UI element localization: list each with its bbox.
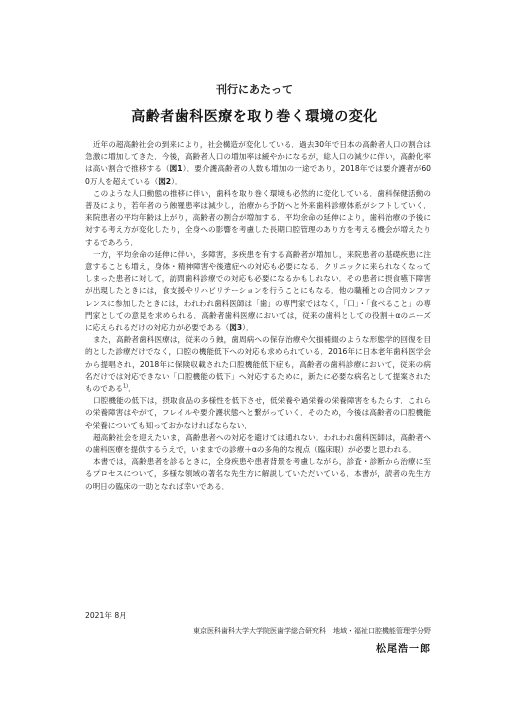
figure-ref-1: 図1 (169, 164, 183, 174)
author-name: 松尾浩一郎 (376, 644, 431, 655)
figure-ref-3: 図3 (229, 323, 243, 333)
paragraph-3: 一方，平均余命の延伸に伴い，多障害，多疾患を有する高齢者が増加し，来院患者の基礎疾患に注意することも増え，身体・精神障害や後遺症への対応も必要になる．クリニックに来られなくなってしまった患者に対して，訪問歯科診療での対応も必要になるかもしれない．その患者に摂食嚥下障害が出現したときには，食支援やリハビリテーションを行うことにもなる．他の職種との合同カンファレンスに参加したときには，われわれ歯科医師は「歯」の専門家ではなく，「口」・「食べること」の専門家としての意見を求められる．高齢者歯科医療においては，従来の歯科としての役割＋αのニーズに応えられるだけの対応力が必要である（図3）． (85, 249, 431, 333)
page-title: 高齢者歯科医療を取り巻く環境の変化 (131, 109, 378, 125)
paragraph-6: 超高齢社会を迎えたいま，高齢患者への対応を避けては通れない．われわれ歯科医師は，高齢者への歯科医療を提供するうえで，いままでの診療＋αの多角的な視点（臨床眼）が必要と思われる． (85, 432, 431, 455)
author-affiliation: 東京医科歯科大学大学院医歯学総合研究科 地域・福祉口腔機能管理学分野 (193, 627, 431, 635)
publication-date: 2021年 8月 (85, 611, 127, 620)
citation-ref: 1) (122, 383, 129, 390)
paragraph-7: 本書では，高齢患者を診るときに，全身疾患や患者背景を考慮しながら，診査・診断から治療に至るプロセスについて，多様な領域の著名な先生方に解説していただいている．本書が，読者の先生方の明日の臨床の一助となれば幸いである． (85, 457, 431, 491)
paragraph-2: このような人口動態の推移に伴い，歯科を取り巻く環境も必然的に変化している．歯科保健活動の普及により，若年者のう蝕罹患率は減少し，治療から予防へと外来歯科診療体系がシフトしていく．来院患者の平均年齢は上がり，高齢者の割合が増加する．平均余命の延伸により，歯科治療の予後に対する考え方が変化したり，全身への影響を考慮した長期口腔管理のあり方を考える機会が増えたりするであろう． (85, 188, 431, 247)
paragraph-5: 口腔機能の低下は，摂取食品の多様性を低下させ，低栄養や過栄養の栄養障害をもたらす．これらの栄養障害はやがて，フレイルや要介護状態へと繋がっていく．そのため，今後は高齢者の口腔機能や栄養についても知っておかなければならない． (85, 396, 431, 430)
body-text (85, 139, 431, 493)
paragraph-1: 近年の超高齢社会の到来により，社会構造が変化している．過去30年で日本の高齢者人口の割合は急激に増加してきた．今後，高齢者人口の増加率は緩やかになるが，総人口の減少に伴い，高齢化率は高い割合で推移する（図1）．要介護高齢者の人数も増加の一途であり，2018年では要介護者が600万人を超えている（図2）． (85, 140, 432, 186)
figure-ref-2: 図2 (158, 176, 172, 186)
paragraph-4: また，高齢者歯科医療は，従来のう蝕，歯周病への保存治療や欠損補綴のような形態学的回復を目的とした診療だけでなく，口腔の機能低下への対応も求められている．2016年に日本老年歯科医学会から提唱され，2018年に保険収載された口腔機能低下症も，高齢者の歯科診療において，従来の病名だけでは対応できない「口腔機能の低下」へ対応するために，新たに必要な病名として提案されたものである$^{1)}$． (85, 335, 431, 394)
section-label: 刊行にあたって (216, 83, 293, 96)
